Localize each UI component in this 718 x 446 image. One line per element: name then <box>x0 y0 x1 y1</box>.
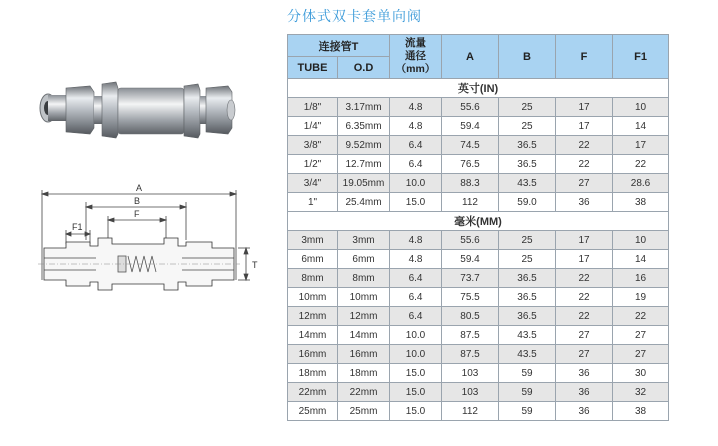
table-cell: 3/4" <box>288 174 338 193</box>
table-cell: 15.0 <box>390 383 442 402</box>
dimension-drawing <box>36 180 262 318</box>
table-row <box>288 250 669 269</box>
table-row <box>288 364 669 383</box>
table-cell: 87.5 <box>442 326 499 345</box>
table-row <box>288 155 669 174</box>
table-cell: 22 <box>613 155 669 174</box>
table-cell: 14 <box>613 117 669 136</box>
table-cell: 6.4 <box>390 269 442 288</box>
table-cell: 3mm <box>338 231 390 250</box>
table-cell: 25 <box>499 231 556 250</box>
table-cell: 32 <box>613 383 669 402</box>
table-row <box>288 345 669 364</box>
table-cell: 25 <box>499 250 556 269</box>
mm-section-header: 毫米(MM) <box>288 212 669 231</box>
table-cell: 55.6 <box>442 231 499 250</box>
table-cell: 36.5 <box>499 288 556 307</box>
table-row <box>288 193 669 212</box>
table-cell: 59.4 <box>442 250 499 269</box>
table-cell: 36 <box>556 383 613 402</box>
table-cell: 25 <box>499 98 556 117</box>
table-cell: 10mm <box>288 288 338 307</box>
table-cell: 27 <box>556 345 613 364</box>
table-cell: 8mm <box>338 269 390 288</box>
table-cell: 28.6 <box>613 174 669 193</box>
table-cell: 25mm <box>288 402 338 421</box>
table-cell: 17 <box>556 231 613 250</box>
table-cell: 74.5 <box>442 136 499 155</box>
table-cell: 12mm <box>338 307 390 326</box>
table-cell: 6.4 <box>390 307 442 326</box>
table-cell: 43.5 <box>499 345 556 364</box>
table-cell: 1" <box>288 193 338 212</box>
table-cell: 36 <box>556 364 613 383</box>
table-row <box>288 326 669 345</box>
table-cell: 17 <box>556 117 613 136</box>
table-cell: 18mm <box>288 364 338 383</box>
dim-label-f: F <box>134 209 140 219</box>
table-cell: 15.0 <box>390 193 442 212</box>
table-cell: 38 <box>613 193 669 212</box>
connector-header: 连接管T <box>288 35 390 57</box>
inch-rows <box>288 98 669 212</box>
table-cell: 59.4 <box>442 117 499 136</box>
dim-label-a: A <box>136 183 143 193</box>
table-cell: 59 <box>499 402 556 421</box>
table-cell: 36.5 <box>499 136 556 155</box>
inch-section-header: 英寸(IN) <box>288 79 669 98</box>
mm-rows <box>288 231 669 421</box>
table-cell: 3/8" <box>288 136 338 155</box>
table-cell: 12.7mm <box>338 155 390 174</box>
table-cell: 88.3 <box>442 174 499 193</box>
table-cell: 22mm <box>288 383 338 402</box>
flow-header: 流量 通径 （mm） <box>390 35 442 79</box>
table-cell: 1/4" <box>288 117 338 136</box>
table-cell: 19.05mm <box>338 174 390 193</box>
table-cell: 59 <box>499 383 556 402</box>
table-cell: 30 <box>613 364 669 383</box>
table-cell: 22 <box>556 288 613 307</box>
table-cell: 3.17mm <box>338 98 390 117</box>
col-b-header: B <box>499 35 556 79</box>
col-f-header: F <box>556 35 613 79</box>
table-cell: 22 <box>556 155 613 174</box>
table-cell: 4.8 <box>390 250 442 269</box>
table-cell: 14mm <box>288 326 338 345</box>
table-cell: 112 <box>442 193 499 212</box>
dim-label-b: B <box>134 196 141 206</box>
table-cell: 25.4mm <box>338 193 390 212</box>
table-cell: 6mm <box>338 250 390 269</box>
table-cell: 4.8 <box>390 117 442 136</box>
table-cell: 3mm <box>288 231 338 250</box>
table-cell: 9.52mm <box>338 136 390 155</box>
table-cell: 38 <box>613 402 669 421</box>
table-cell: 19 <box>613 288 669 307</box>
table-cell: 4.8 <box>390 98 442 117</box>
table-cell: 22 <box>556 269 613 288</box>
table-row <box>288 136 669 155</box>
table-row <box>288 307 669 326</box>
table-cell: 10mm <box>338 288 390 307</box>
table-cell: 27 <box>613 326 669 345</box>
table-cell: 103 <box>442 364 499 383</box>
dim-label-t: T <box>252 260 258 270</box>
table-cell: 10.0 <box>390 174 442 193</box>
table-row <box>288 174 669 193</box>
check-valve-photo <box>38 68 236 152</box>
table-cell: 59.0 <box>499 193 556 212</box>
table-cell: 27 <box>556 174 613 193</box>
table-cell: 25 <box>499 117 556 136</box>
table-cell: 43.5 <box>499 326 556 345</box>
table-cell: 10 <box>613 98 669 117</box>
table-cell: 17 <box>556 250 613 269</box>
table-row <box>288 383 669 402</box>
table-cell: 103 <box>442 383 499 402</box>
table-cell: 4.8 <box>390 231 442 250</box>
table-row <box>288 98 669 117</box>
table-row <box>288 402 669 421</box>
table-cell: 12mm <box>288 307 338 326</box>
table-cell: 10.0 <box>390 326 442 345</box>
table-cell: 6.4 <box>390 288 442 307</box>
table-cell: 10 <box>613 231 669 250</box>
table-row <box>288 231 669 250</box>
table-cell: 59 <box>499 364 556 383</box>
table-cell: 76.5 <box>442 155 499 174</box>
table-cell: 22 <box>556 136 613 155</box>
table-row <box>288 269 669 288</box>
table-cell: 25mm <box>338 402 390 421</box>
table-row <box>288 117 669 136</box>
table-cell: 14 <box>613 250 669 269</box>
table-cell: 14mm <box>338 326 390 345</box>
table-cell: 87.5 <box>442 345 499 364</box>
table-cell: 17 <box>613 136 669 155</box>
table-cell: 73.7 <box>442 269 499 288</box>
table-cell: 8mm <box>288 269 338 288</box>
table-cell: 15.0 <box>390 402 442 421</box>
table-cell: 1/2" <box>288 155 338 174</box>
table-cell: 16mm <box>288 345 338 364</box>
table-cell: 36.5 <box>499 269 556 288</box>
table-cell: 15.0 <box>390 364 442 383</box>
table-cell: 18mm <box>338 364 390 383</box>
table-cell: 36 <box>556 402 613 421</box>
spec-table <box>287 34 669 421</box>
dim-label-f1: F1 <box>72 222 83 232</box>
od-header: O.D <box>338 57 390 79</box>
table-row <box>288 288 669 307</box>
table-cell: 27 <box>556 326 613 345</box>
table-cell: 17 <box>556 98 613 117</box>
table-cell: 36.5 <box>499 155 556 174</box>
table-cell: 6mm <box>288 250 338 269</box>
table-cell: 43.5 <box>499 174 556 193</box>
col-a-header: A <box>442 35 499 79</box>
table-cell: 36 <box>556 193 613 212</box>
table-cell: 6.4 <box>390 155 442 174</box>
page-title: 分体式双卡套单向阀 <box>287 8 422 24</box>
table-cell: 6.4 <box>390 136 442 155</box>
table-cell: 16mm <box>338 345 390 364</box>
table-cell: 22 <box>556 307 613 326</box>
col-f1-header: F1 <box>613 35 669 79</box>
table-cell: 1/8" <box>288 98 338 117</box>
table-cell: 75.5 <box>442 288 499 307</box>
table-cell: 6.35mm <box>338 117 390 136</box>
table-cell: 27 <box>613 345 669 364</box>
table-cell: 80.5 <box>442 307 499 326</box>
table-cell: 10.0 <box>390 345 442 364</box>
table-cell: 22mm <box>338 383 390 402</box>
table-cell: 36.5 <box>499 307 556 326</box>
table-cell: 16 <box>613 269 669 288</box>
tube-header: TUBE <box>288 57 338 79</box>
table-cell: 112 <box>442 402 499 421</box>
table-cell: 22 <box>613 307 669 326</box>
table-cell: 55.6 <box>442 98 499 117</box>
